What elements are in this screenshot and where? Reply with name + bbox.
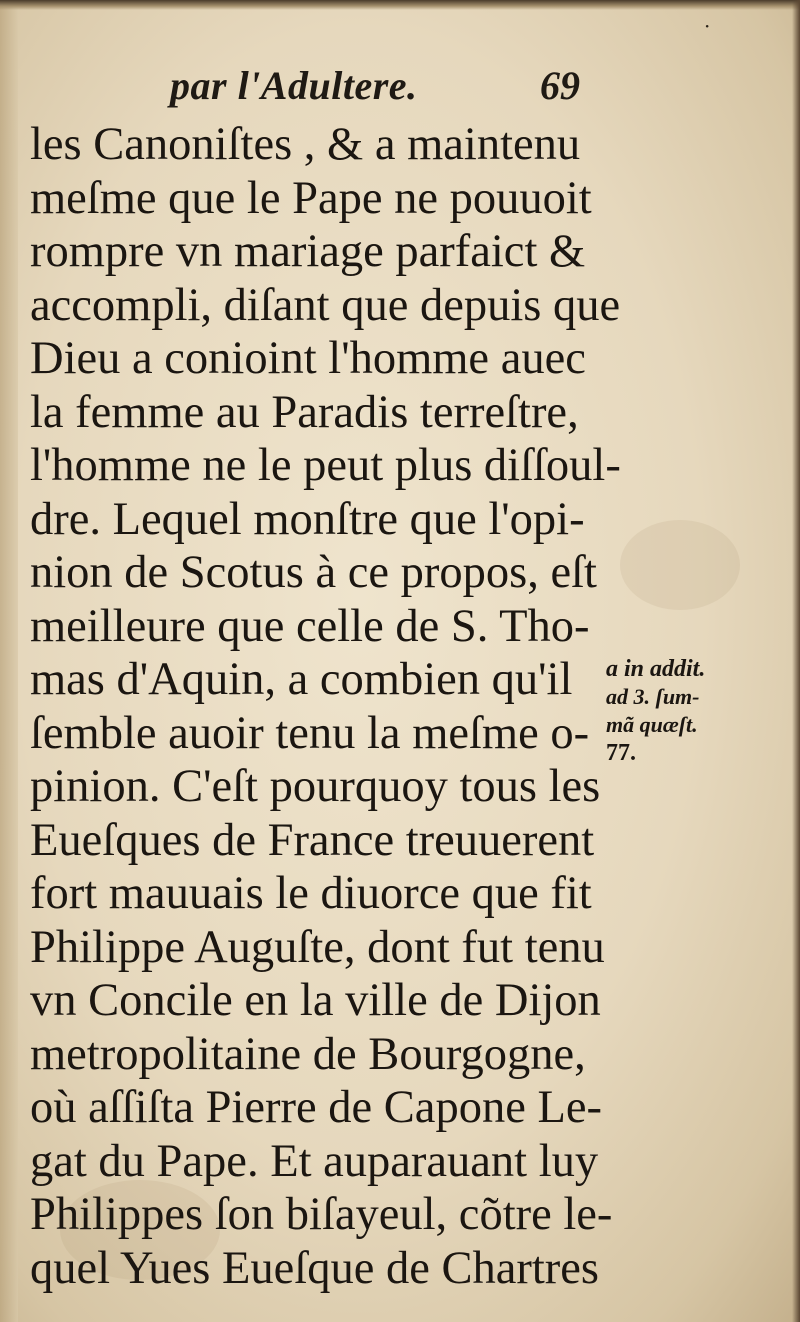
text-line: dre. Lequel monſtre que l'opi- xyxy=(30,493,585,545)
text-line: Dieu a conioint l'homme auec xyxy=(30,333,586,384)
margin-note-line: ad 3. ſum- xyxy=(606,684,700,709)
page-top-edge xyxy=(0,0,800,10)
text-line: les Canoniſtes , & a maintenu xyxy=(30,119,581,170)
text-line: Philippe Auguſte, dont fut tenu xyxy=(30,921,605,973)
text-line: Eueſques de France treuuerent xyxy=(30,814,595,866)
text-line: quel Yues Eueſque de Chartres xyxy=(30,1242,600,1294)
text-line: nion de Scotus à ce propos, eſt xyxy=(30,547,597,598)
running-title: par l'Adultere. xyxy=(170,63,418,108)
text-line: ſemble auoir tenu la meſme o- xyxy=(30,707,590,759)
paper-stain xyxy=(620,520,740,610)
text-line: accompli, diſant que depuis que xyxy=(30,279,621,331)
text-line: meſme que le Pape ne pouuoit xyxy=(30,172,592,224)
text-line: vn Concile en la ville de Dijon xyxy=(30,975,601,1026)
text-line: rompre vn mariage parfaict & xyxy=(30,226,586,277)
text-line: Philippes ſon biſayeul, cõtre le- xyxy=(30,1189,613,1240)
text-line: gat du Pape. Et auparauant luy xyxy=(30,1135,599,1187)
body-text xyxy=(30,118,620,1295)
margin-note xyxy=(606,655,756,767)
text-line: où aſſiſta Pierre de Capone Le- xyxy=(30,1082,602,1133)
margin-note-line: mã quæſt. xyxy=(606,712,698,737)
page-right-edge xyxy=(792,0,800,1322)
text-line: l'homme ne le peut plus diſſoul- xyxy=(30,440,621,491)
text-line: meilleure que celle de S. Tho- xyxy=(30,600,590,652)
margin-note-line: 77. xyxy=(606,740,636,766)
text-line: pinion. C'eſt pourquoy tous les xyxy=(30,761,601,812)
text-line: fort mauuais le diuorce que fit xyxy=(30,868,592,919)
text-line: la femme au Paradis terreſtre, xyxy=(30,386,579,438)
page-binding-edge xyxy=(0,0,18,1322)
margin-note-line: a in addit. xyxy=(606,656,706,682)
text-line: metropolitaine de Bourgogne, xyxy=(30,1028,586,1080)
text-line: mas d'Aquin, a combien qu'il xyxy=(30,654,573,705)
corner-mark: · xyxy=(704,14,711,38)
page-number: 69 xyxy=(540,63,580,108)
page-header xyxy=(170,58,610,118)
